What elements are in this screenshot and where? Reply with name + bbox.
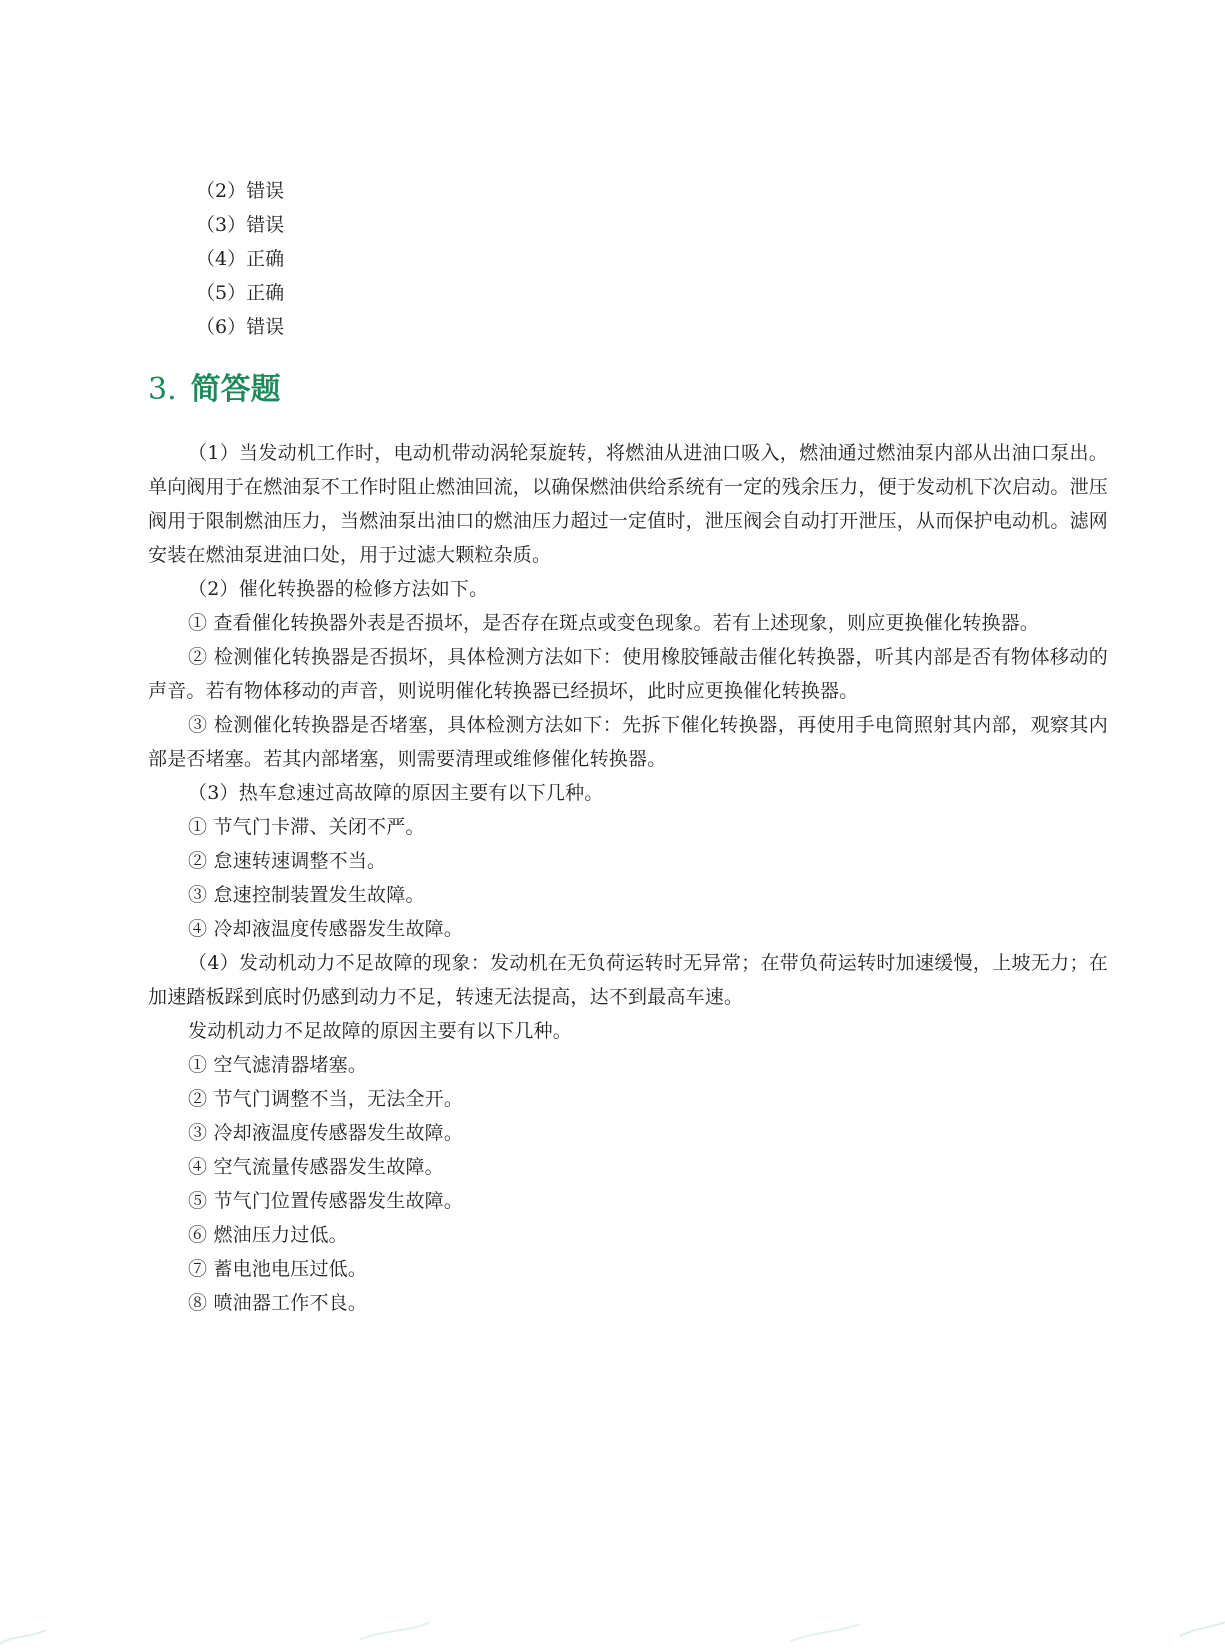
paragraph: 发动机动力不足故障的原因主要有以下几种。 (188, 1020, 573, 1042)
paragraph: （3）热车怠速过高故障的原因主要有以下几种。 (188, 782, 604, 804)
section-title: 简答题 (190, 372, 281, 407)
answer-item: （3）错误 (196, 214, 285, 236)
paragraph: （1）当发动机工作时，电动机带动涡轮泵旋转，将燃油从进油口吸入，燃油通过燃油泵内部从出油口泵出。单向阀用于在燃油泵不工作时阻止燃油回流，以确保燃油供给系统有一定的残余压力，便于发动机下次启动。泄压阀用于限制燃油压力，当燃油泵出油口的燃油压力超过一定值时，泄压阀会自动打开泄压，从而保护电动机。滤网安装在燃油泵进油口处，用于过滤大颗粒杂质。 (148, 442, 1109, 566)
section-number: 3. (148, 372, 177, 407)
answer-item: （4）正确 (196, 248, 285, 270)
paragraph: （2）催化转换器的检修方法如下。 (188, 578, 489, 600)
paragraph: ① 空气滤清器堵塞。 (188, 1054, 368, 1076)
paragraph: ④ 冷却液温度传感器发生故障。 (188, 918, 464, 940)
paragraph: ① 节气门卡滞、关闭不严。 (188, 816, 425, 838)
paragraph: ② 节气门调整不当，无法全开。 (188, 1088, 464, 1110)
answer-item: （6）错误 (196, 316, 285, 338)
paragraph: ④ 空气流量传感器发生故障。 (188, 1156, 444, 1178)
paragraph: ⑤ 节气门位置传感器发生故障。 (188, 1190, 464, 1212)
paragraph: （4）发动机动力不足故障的现象：发动机在无负荷运转时无异常；在带负荷运转时加速缓慢，上坡无力；在加速踏板踩到底时仍感到动力不足，转速无法提高，达不到最高车速。 (148, 952, 1108, 1008)
answer-item: （2）错误 (196, 180, 285, 202)
paragraph: ⑦ 蓄电池电压过低。 (188, 1258, 368, 1280)
paragraph: ⑥ 燃油压力过低。 (188, 1224, 348, 1246)
paragraph: ③ 怠速控制装置发生故障。 (188, 884, 425, 906)
paragraph: ① 查看催化转换器外表是否损坏，是否存在斑点或变色现象。若有上述现象，则应更换催化转换器。 (188, 612, 1040, 634)
footer-watermark-pattern (0, 1610, 1225, 1650)
paragraph: ② 检测催化转换器是否损坏，具体检测方法如下：使用橡胶锤敲击催化转换器，听其内部是否有物体移动的声音。若有物体移动的声音，则说明催化转换器已经损坏，此时应更换催化转换器。 (148, 646, 1108, 702)
paragraph: ③ 冷却液温度传感器发生故障。 (188, 1122, 464, 1144)
answer-item: （5）正确 (196, 282, 285, 304)
footer-decoration (0, 1610, 1225, 1650)
paragraph: ② 怠速转速调整不当。 (188, 850, 387, 872)
true-false-answer-list (196, 174, 596, 344)
paragraph: ⑧ 喷油器工作不良。 (188, 1292, 368, 1314)
paragraph: ③ 检测催化转换器是否堵塞，具体检测方法如下：先拆下催化转换器，再使用手电筒照射其内部，观察其内部是否堵塞。若其内部堵塞，则需要清理或维修催化转换器。 (148, 714, 1108, 770)
short-answer-body (148, 436, 1108, 1320)
section-heading (148, 368, 281, 412)
